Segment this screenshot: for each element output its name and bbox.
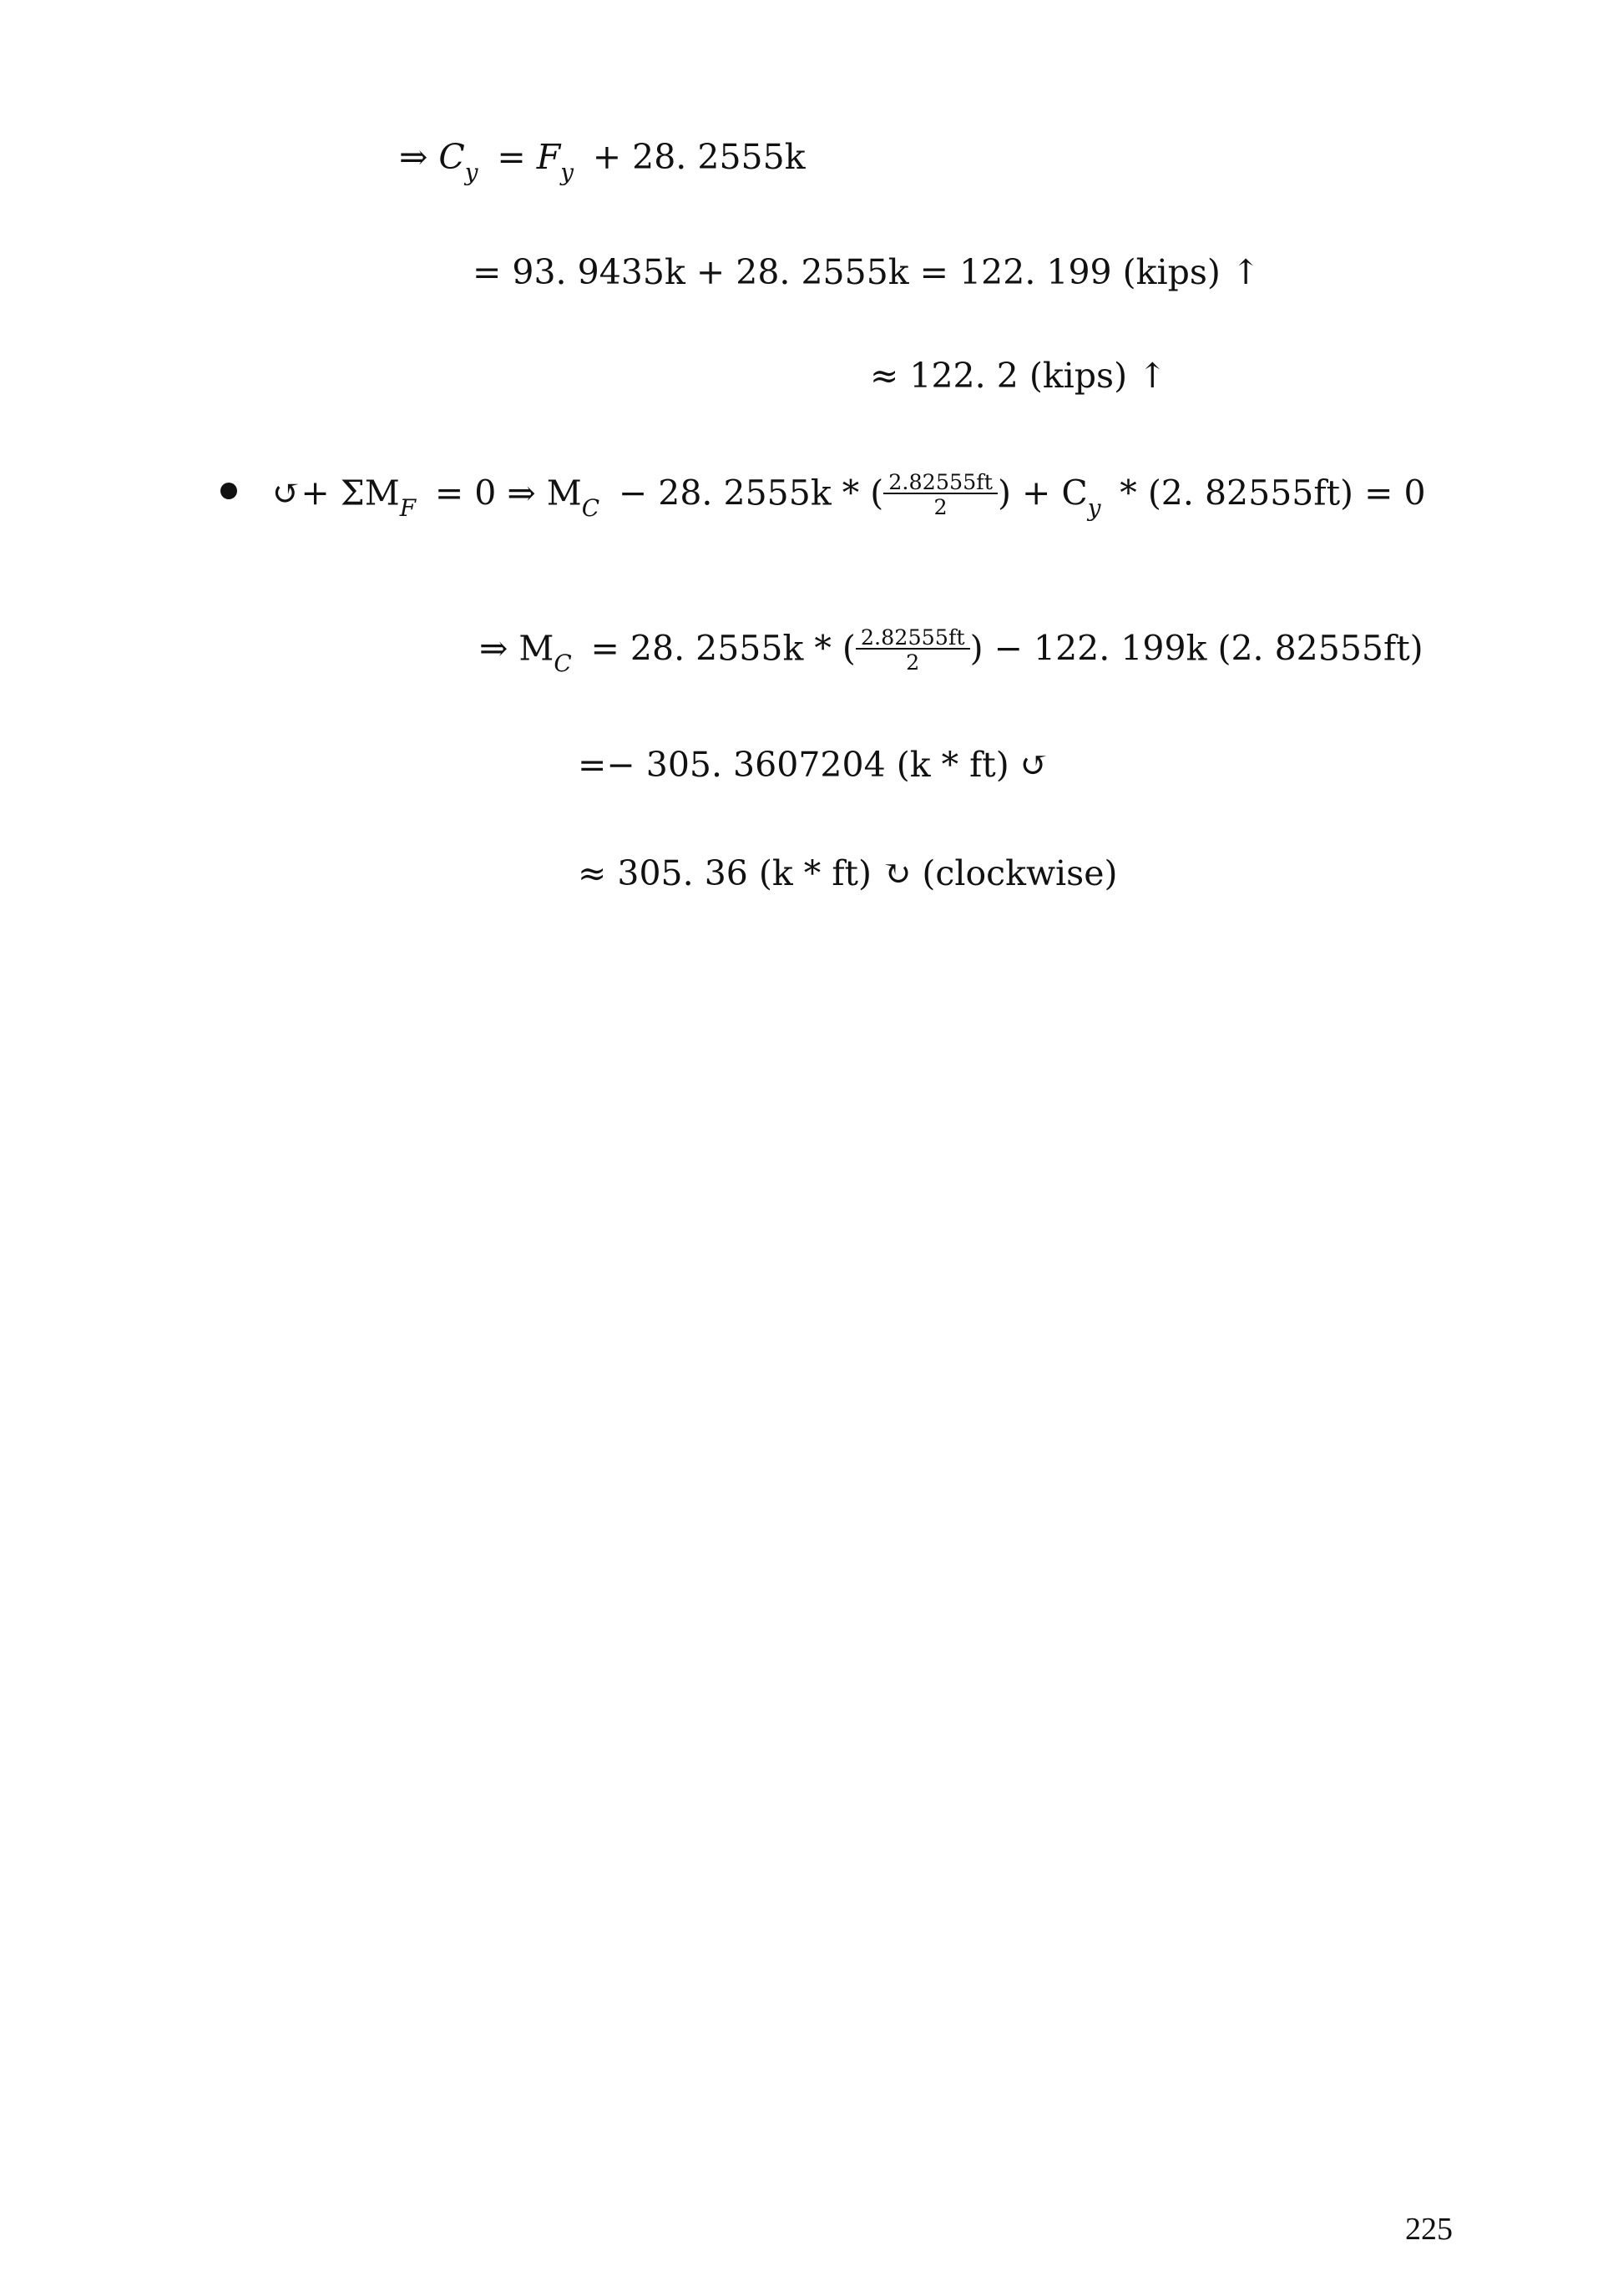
implies-symbol: ⇒ — [399, 137, 428, 177]
moment-sum-tail: * (2. 82555ft) = 0 — [1120, 473, 1426, 513]
moment-sum-after-frac: ) + C — [997, 473, 1088, 513]
bullet-point — [220, 483, 237, 499]
mc-arrow: ⇒ M — [479, 628, 554, 669]
moment-sum-term: − 28. 2555k * ( — [618, 473, 884, 513]
equation-moment-sum — [272, 468, 1426, 523]
equals-symbol: = — [497, 137, 526, 177]
sub-y: y — [464, 158, 478, 186]
sub-c: C — [581, 494, 600, 523]
equation-cy-approx: ≈ 122. 2 (kips) ↑ — [870, 356, 1167, 396]
fraction — [883, 468, 998, 520]
sub-f: F — [399, 494, 417, 523]
var-c: C — [438, 137, 465, 177]
sub-y: y — [560, 158, 574, 186]
mc-tail: ) − 122. 199k (2. 82555ft) — [969, 628, 1423, 669]
fraction-denominator: 2 — [906, 650, 920, 675]
fraction-numerator: 2.82555ft — [856, 627, 970, 650]
equation-mc — [479, 624, 1423, 678]
equation-rest: + 28. 2555k — [592, 137, 806, 177]
equation-cy-value: = 93. 9435k + 28. 2555k = 122. 199 (kips) ↑ — [473, 252, 1261, 292]
equation-mc-approx: ≈ 305. 36 (k * ft) ↻ (clockwise) — [578, 853, 1118, 893]
page-number: 225 — [1405, 2212, 1453, 2247]
sub-y: y — [1087, 494, 1101, 523]
equation-cy — [399, 137, 806, 186]
var-f: F — [536, 137, 561, 177]
equation-mc-value: =− 305. 3607204 (k * ft) ↺ — [578, 745, 1049, 785]
moment-sum-mid: = 0 ⇒ M — [434, 473, 582, 513]
moment-sum-prefix: ↺+ ΣM — [272, 473, 400, 513]
fraction-denominator: 2 — [933, 494, 948, 520]
fraction — [856, 624, 970, 675]
sub-c: C — [554, 650, 572, 678]
mc-term: = 28. 2555k * ( — [590, 628, 856, 669]
fraction-numerator: 2.82555ft — [883, 472, 998, 494]
